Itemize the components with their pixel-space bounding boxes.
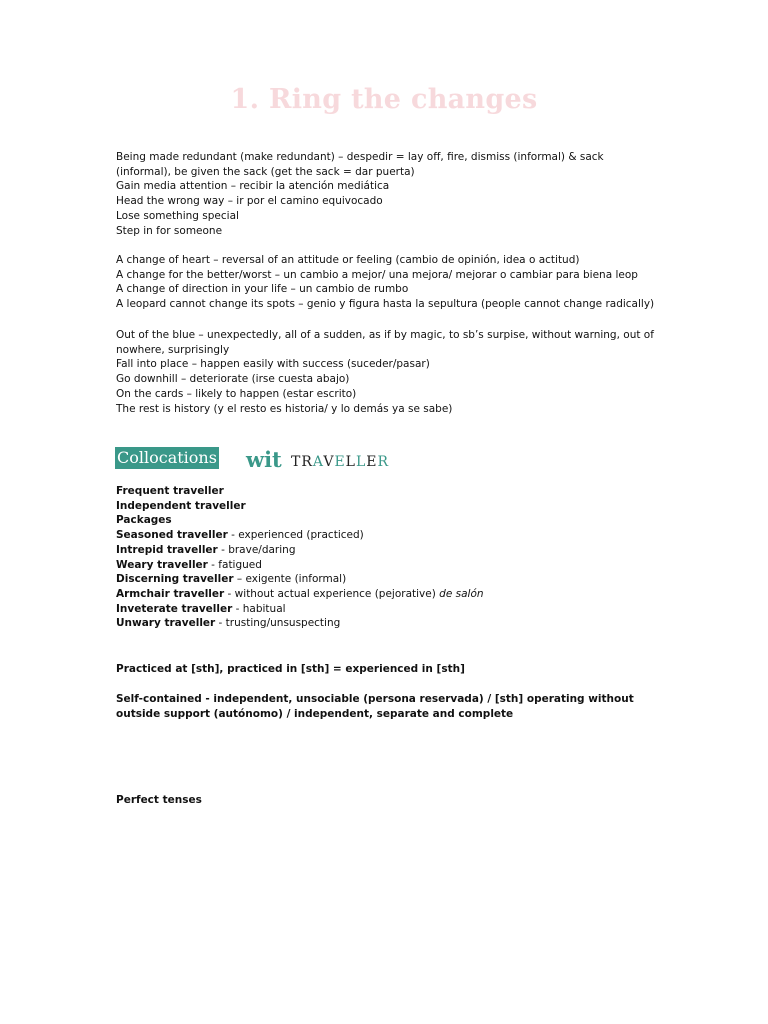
list-item: Frequent traveller [116, 485, 224, 497]
text-line: The rest is history (y el resto es historia/ y lo demás ya se sabe) [116, 402, 453, 415]
list-item: Seasoned traveller - experienced (practiced) [116, 529, 364, 542]
text-line: Out of the blue – unexpectedly, all of a sudden, as if by magic, to sb’s surpise, without warning, out of [116, 329, 654, 341]
traveller-letter: E [366, 454, 378, 470]
idioms-paragraph-2 [116, 253, 676, 312]
text-line: A change of direction in your life – un cambio de rumbo [116, 283, 409, 296]
traveller-letter: T [291, 454, 302, 470]
text-line: Go downhill – deteriorate (irse cuesta abajo) [116, 373, 350, 386]
traveller-letter: L [345, 454, 356, 470]
traveller-letter: A [312, 454, 324, 470]
list-item: Weary traveller - fatigued [116, 558, 262, 571]
traveller-letter: R [377, 454, 390, 470]
perfect-tenses-heading: Perfect tenses [116, 794, 202, 806]
text-line: Fall into place – happen easily with success (suceder/pasar) [116, 358, 430, 371]
wit-heading: wit [246, 447, 282, 472]
self-contained-paragraph: Self-contained - independent, unsociable (persona reservada) / [sth] operating without outside support (autónomo) / independent, separate and complete [116, 693, 634, 720]
list-item: Discerning traveller – exigente (informal) [116, 573, 347, 586]
text-line: Head the wrong way – ir por el camino equivocado [116, 195, 383, 208]
idioms-paragraph-1 [116, 150, 676, 238]
text-line: On the cards – likely to happen (estar escrito) [116, 387, 357, 400]
list-item: Inveterate traveller - habitual [116, 602, 286, 615]
text-line: A leopard cannot change its spots – genio y figura hasta la sepultura (people cannot change radically) [116, 298, 655, 311]
list-item: Independent traveller [116, 499, 246, 512]
practiced-line: Practiced at [sth], practiced in [sth] = experienced in [sth] [116, 663, 465, 675]
text-line: Step in for someone [116, 224, 223, 237]
text-line: A change of heart – reversal of an attitude or feeling (cambio de opinión, idea o actitud) [116, 254, 580, 266]
traveller-heading [291, 452, 389, 472]
list-item: Armchair traveller - without actual experience (pejorative) de salón [116, 587, 484, 600]
text-line: Lose something special [116, 209, 239, 222]
traveller-letter: E [334, 454, 346, 470]
text-line: nowhere, surprisingly [116, 343, 230, 356]
list-item: Unwary traveller - trusting/unsuspecting [116, 617, 341, 630]
text-line: A change for the better/worst – un cambio a mejor/ una mejora/ mejorar o cambiar para biena leop [116, 268, 638, 281]
list-item: Packages [116, 514, 172, 527]
text-line: Being made redundant (make redundant) – despedir = lay off, fire, dismiss (informal) & sack [116, 151, 604, 163]
idioms-paragraph-3 [116, 328, 676, 416]
traveller-letter: R [301, 454, 313, 470]
traveller-list [116, 484, 676, 631]
collocations-heading: Collocations [117, 448, 217, 467]
text-line: Gain media attention – recibir la atención mediática [116, 180, 390, 193]
page-title: 1. Ring the changes [230, 84, 538, 115]
list-item: Intrepid traveller - brave/daring [116, 543, 296, 556]
traveller-letter: V [323, 454, 335, 470]
text-line: (informal), be given the sack (get the sack = dar puerta) [116, 165, 415, 178]
traveller-letter: L [355, 454, 367, 470]
